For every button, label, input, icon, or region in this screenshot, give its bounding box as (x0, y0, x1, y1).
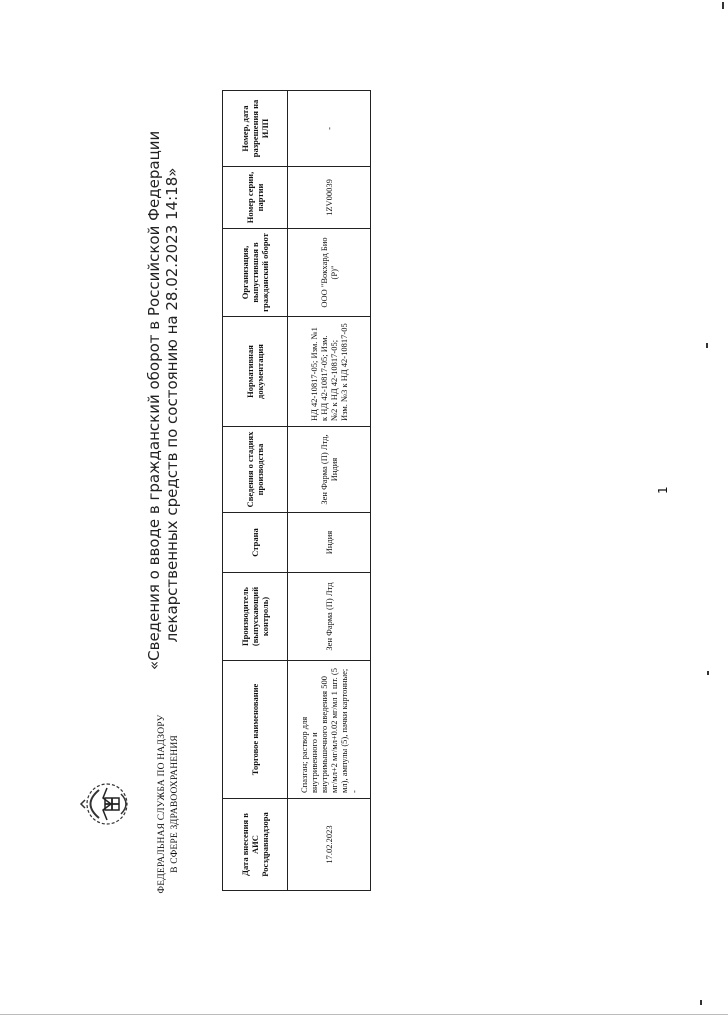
title-line-2: лекарственных средств по состоянию на 28.02.2023 14:18» (163, 167, 181, 643)
emblem-icon (77, 780, 137, 828)
page-number: 1 (656, 486, 670, 494)
header-cell: Номер, дата разрешения на ИЛП (223, 91, 288, 167)
production-stages-cell: Зен Фарма (П) Лтд, Индия (288, 427, 371, 513)
header-cell: Нормативная документация (223, 317, 288, 427)
registry-table (222, 90, 371, 891)
scan-speck (700, 1000, 702, 1005)
agency-name (156, 714, 182, 894)
header-cell: Сведения о стадиях производства (223, 427, 288, 513)
header-cell: Страна (223, 513, 288, 573)
header-cell: Производитель (выпускающий контроль) (223, 573, 288, 661)
header-cell: Организация, выпустившая в гражданский оборот (223, 229, 288, 317)
scan-speck (707, 671, 709, 675)
header-cell: Номер серии, партии (223, 167, 288, 229)
scan-speck (0, 1014, 728, 1015)
organization-cell: ООО "Вокхард Био (Р)" (288, 229, 371, 317)
title-line-1: «Сведения о вводе в гражданский оборот в Российской Федерации (145, 130, 163, 670)
scan-speck (706, 343, 708, 348)
agency-line-2: В СФЕРЕ ЗДРАВООХРАНЕНИЯ (170, 735, 180, 873)
manufacturer-cell: Зен Фарма (П) Лтд (288, 573, 371, 661)
header-row (223, 91, 288, 891)
header-cell: Торговое наименование (223, 661, 288, 799)
agency-line-1: ФЕДЕРАЛЬНАЯ СЛУЖБА ПО НАДЗОРУ (157, 714, 167, 894)
table-row (288, 91, 371, 891)
permit-cell: - (288, 91, 371, 167)
normative-doc-cell: НД 42-10817-05; Изм. №1 к НД 42-10817-05; Изм. №2 к НД 42-10817-05; Изм. №3 к НД 42-10817-05 (288, 317, 371, 427)
batch-number-cell: 1ZV00039 (288, 167, 371, 229)
date-cell: 17.02.2023 (288, 799, 371, 891)
scan-speck (722, 2, 724, 9)
document-title (145, 130, 181, 670)
country-cell: Индия (288, 513, 371, 573)
trade-name-cell: Спазган; раствор для внутривенного и внутримышечного введения 500 мг/мл+2 мг/мл+0.02 мг/мл 1 шт. (5 мл), ампулы (5), пачки картонные; - (288, 661, 371, 799)
header-cell: Дата внесения в АИС Росздравнадзора (223, 799, 288, 891)
